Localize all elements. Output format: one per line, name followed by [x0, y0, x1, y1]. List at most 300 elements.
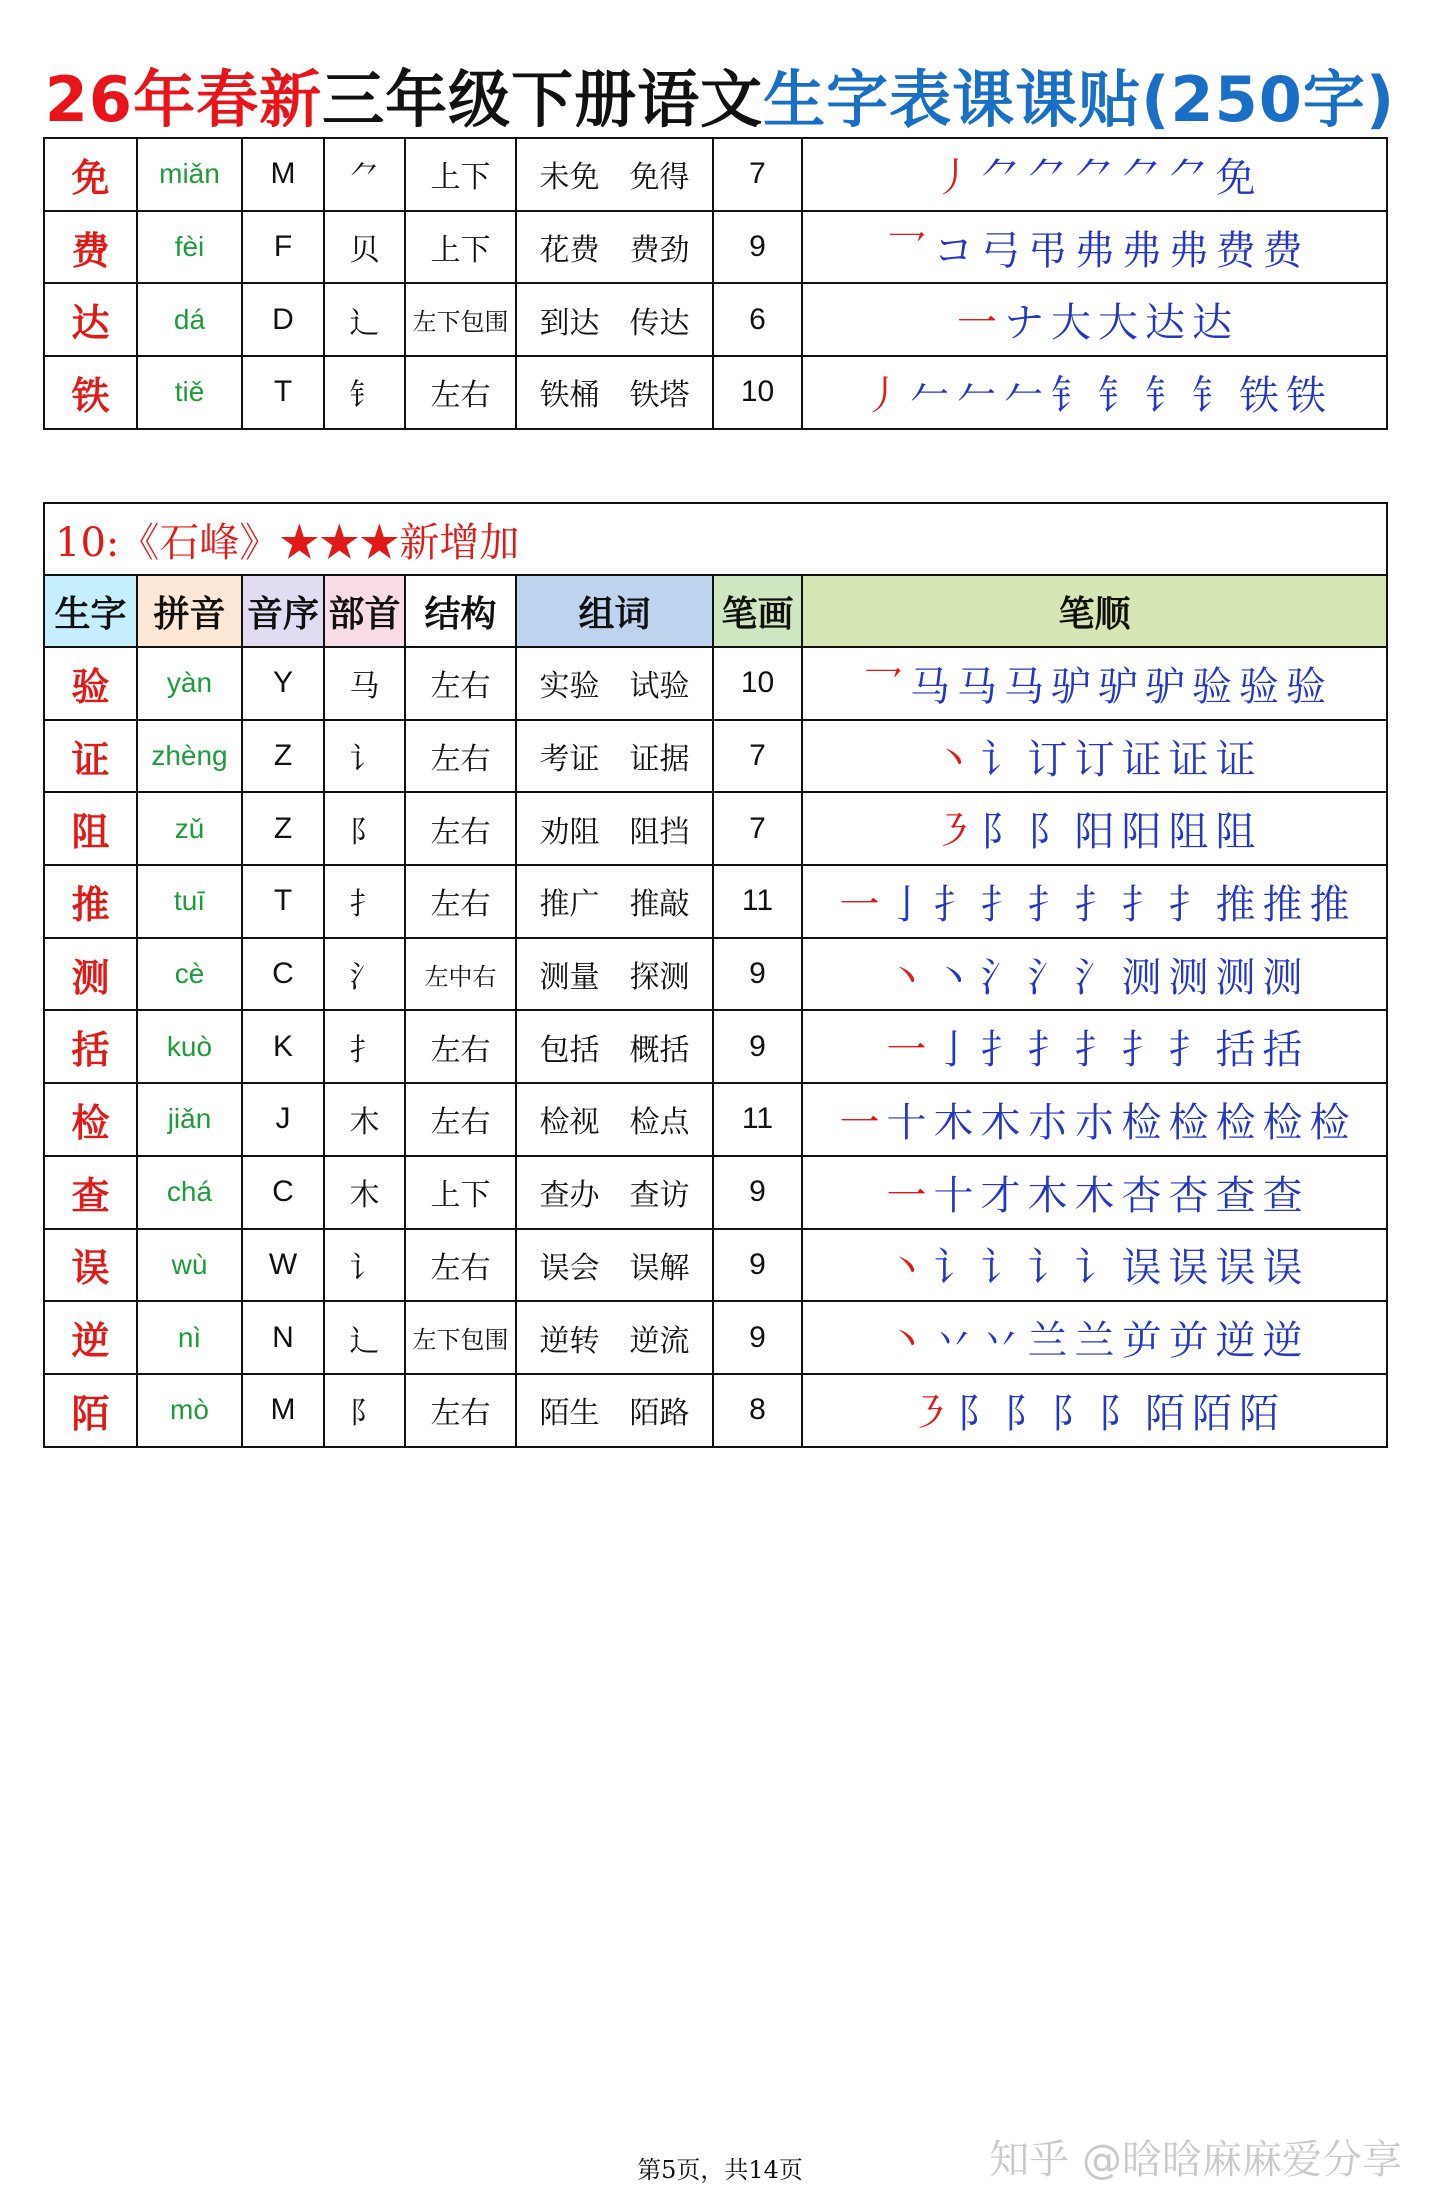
char-cell: 铁: [44, 356, 137, 429]
stroke-step: ⺈: [1168, 154, 1209, 201]
stroke-step: 推: [1309, 881, 1350, 928]
stroke-step: 十: [933, 1172, 974, 1219]
radical-cell: 贝: [324, 211, 405, 284]
stroke-step: 讠: [980, 1245, 1021, 1292]
structure-cell: 左右: [405, 1010, 516, 1083]
stroke-step: 马: [1004, 663, 1044, 710]
header-cell: 组词: [516, 575, 713, 647]
header-cell: 笔顺: [802, 575, 1387, 647]
stroke-step: 阻: [1215, 809, 1256, 856]
radical-cell: 马: [324, 647, 405, 720]
word: 铁桶: [539, 378, 600, 414]
stroke-step: 陌: [1145, 1390, 1185, 1437]
stroke-step: 氵: [1074, 954, 1115, 1001]
stroke-step: 一: [839, 1099, 880, 1146]
stroke-step: 木: [1074, 1172, 1115, 1219]
stroke-step: 乛: [886, 227, 927, 274]
stroke-step: 木: [933, 1099, 974, 1146]
word: 误会: [539, 1250, 600, 1286]
char-cell: 检: [44, 1083, 137, 1156]
stroke-order-cell: [802, 356, 1387, 429]
stroke-count-cell: 11: [713, 1083, 802, 1156]
stroke-count-cell: 9: [713, 1156, 802, 1229]
letter-cell: T: [242, 356, 324, 429]
stroke-step: 讠: [1074, 1245, 1115, 1292]
table-row: [44, 356, 1387, 429]
pinyin-cell: kuò: [137, 1010, 242, 1083]
word: 包括: [539, 1032, 600, 1068]
stroke-step: 一: [839, 881, 880, 928]
header-cell: 生字: [44, 575, 137, 647]
stroke-step: 订: [1027, 736, 1068, 783]
table-row: [44, 720, 1387, 793]
stroke-step: 丶: [886, 1245, 927, 1292]
stroke-count-cell: 9: [713, 938, 802, 1011]
radical-cell: 扌: [324, 865, 405, 938]
stroke-count-cell: 9: [713, 211, 802, 284]
stroke-step: 阳: [1121, 809, 1162, 856]
structure-cell: 左右: [405, 1374, 516, 1447]
stroke-step: 丿: [863, 372, 903, 419]
stroke-step: 讠: [1027, 1245, 1068, 1292]
radical-cell: ⺈: [324, 138, 405, 211]
stroke-order-cell: [802, 865, 1387, 938]
structure-cell: 上下: [405, 1156, 516, 1229]
radical-cell: 扌: [324, 1010, 405, 1083]
table-row: [44, 1156, 1387, 1229]
pinyin-cell: yàn: [137, 647, 242, 720]
stroke-order-cell: [802, 792, 1387, 865]
stroke-step: 扌: [1074, 881, 1115, 928]
char-cell: 费: [44, 211, 137, 284]
char-cell: 误: [44, 1229, 137, 1302]
letter-cell: C: [242, 1156, 324, 1229]
lesson-heading: 10:《石峰》★★★新增加: [44, 503, 1387, 575]
pinyin-cell: miǎn: [137, 138, 242, 211]
stroke-step: 驴: [1145, 663, 1185, 710]
pinyin-cell: chá: [137, 1156, 242, 1229]
words-cell: [516, 1010, 713, 1083]
stroke-step: 扌: [1027, 1027, 1068, 1074]
stroke-step: 弗: [1074, 227, 1115, 274]
word: 实验: [539, 669, 600, 705]
pinyin-cell: nì: [137, 1301, 242, 1374]
stroke-step: 证: [1121, 736, 1162, 783]
watermark: 知乎 @晗晗麻麻爱分享: [989, 2137, 1402, 2183]
stroke-step: 氵: [980, 954, 1021, 1001]
table-row: [44, 138, 1387, 211]
stroke-step: 丷: [980, 1318, 1021, 1365]
stroke-step: 误: [1168, 1245, 1209, 1292]
stroke-step: 达: [1145, 300, 1185, 347]
stroke-step: 屰: [1168, 1318, 1209, 1365]
stroke-step: ⺈: [1074, 154, 1115, 201]
words-cell: [516, 792, 713, 865]
words-cell: [516, 720, 713, 793]
stroke-step: 丶: [933, 736, 974, 783]
char-cell: 括: [44, 1010, 137, 1083]
stroke-step: 推: [1215, 881, 1256, 928]
word: 逆流: [629, 1323, 690, 1359]
structure-cell: 左右: [405, 792, 516, 865]
stroke-step: 扌: [1168, 881, 1209, 928]
stroke-step: 阝: [1051, 1390, 1091, 1437]
stroke-order-cell: [802, 720, 1387, 793]
stroke-step: 扌: [1121, 1027, 1162, 1074]
header-cell: 结构: [405, 575, 516, 647]
stroke-step: 扌: [1074, 1027, 1115, 1074]
stroke-step: ナ: [1004, 300, 1044, 347]
stroke-step: 弗: [1168, 227, 1209, 274]
stroke-step: 测: [1168, 954, 1209, 1001]
pinyin-cell: wù: [137, 1229, 242, 1302]
stroke-step: 兰: [1027, 1318, 1068, 1365]
stroke-step: 杏: [1121, 1172, 1162, 1219]
stroke-step: 大: [1051, 300, 1091, 347]
word: 测量: [539, 960, 600, 996]
table-row: [44, 283, 1387, 356]
stroke-step: 大: [1098, 300, 1138, 347]
structure-cell: 上下: [405, 211, 516, 284]
stroke-step: ⺈: [1121, 154, 1162, 201]
words-cell: [516, 138, 713, 211]
stroke-step: 马: [957, 663, 997, 710]
stroke-step: 亅: [933, 1027, 974, 1074]
radical-cell: 讠: [324, 720, 405, 793]
word: 查办: [539, 1178, 600, 1214]
word: 推广: [539, 887, 600, 923]
page-number: 第5页，共14页: [637, 2156, 803, 2184]
stroke-step: 扌: [980, 1027, 1021, 1074]
stroke-step: 一: [957, 300, 997, 347]
stroke-step: 十: [886, 1099, 927, 1146]
pinyin-cell: cè: [137, 938, 242, 1011]
stroke-step: 钅: [1098, 372, 1138, 419]
word: 探测: [629, 960, 690, 996]
radical-cell: 讠: [324, 1229, 405, 1302]
word: 铁塔: [629, 378, 690, 414]
character-table-2: [43, 502, 1388, 1448]
structure-cell: 上下: [405, 138, 516, 211]
stroke-step: 马: [910, 663, 950, 710]
stroke-order-cell: [802, 1010, 1387, 1083]
stroke-step: 阝: [1004, 1390, 1044, 1437]
stroke-step: 弓: [980, 227, 1021, 274]
stroke-order-cell: [802, 1156, 1387, 1229]
radical-cell: 木: [324, 1083, 405, 1156]
title-part-1: 26年春新: [44, 63, 323, 136]
stroke-order-cell: [802, 1229, 1387, 1302]
stroke-step: 丶: [886, 954, 927, 1001]
stroke-step: 亅: [886, 881, 927, 928]
stroke-step: 达: [1192, 300, 1232, 347]
word: 概括: [629, 1032, 690, 1068]
stroke-step: 氵: [1027, 954, 1068, 1001]
stroke-step: 扌: [1027, 881, 1068, 928]
letter-cell: T: [242, 865, 324, 938]
letter-cell: Y: [242, 647, 324, 720]
stroke-step: 钅: [1145, 372, 1185, 419]
stroke-step: 验: [1239, 663, 1279, 710]
pinyin-cell: fèi: [137, 211, 242, 284]
stroke-step: 检: [1121, 1099, 1162, 1146]
stroke-step: 陌: [1239, 1390, 1279, 1437]
stroke-step: 扌: [980, 881, 1021, 928]
stroke-step: 阝: [957, 1390, 997, 1437]
stroke-step: 丷: [933, 1318, 974, 1365]
stroke-count-cell: 10: [713, 647, 802, 720]
stroke-step: 误: [1215, 1245, 1256, 1292]
header-row: [44, 575, 1387, 647]
letter-cell: W: [242, 1229, 324, 1302]
title-part-2: 三年级下册语文: [322, 63, 764, 136]
stroke-step: 丶: [933, 954, 974, 1001]
char-cell: 陌: [44, 1374, 137, 1447]
table-row: [44, 792, 1387, 865]
stroke-step: 推: [1262, 881, 1303, 928]
stroke-order-cell: [802, 1301, 1387, 1374]
stroke-step: 乛: [863, 663, 903, 710]
letter-cell: Z: [242, 720, 324, 793]
stroke-step: 驴: [1051, 663, 1091, 710]
table-row: [44, 1010, 1387, 1083]
pinyin-cell: dá: [137, 283, 242, 356]
letter-cell: F: [242, 211, 324, 284]
letter-cell: J: [242, 1083, 324, 1156]
word: 推敲: [629, 887, 690, 923]
letter-cell: M: [242, 1374, 324, 1447]
radical-cell: 辶: [324, 1301, 405, 1374]
stroke-step: 检: [1168, 1099, 1209, 1146]
stroke-step: 朩: [1027, 1099, 1068, 1146]
char-cell: 查: [44, 1156, 137, 1229]
word: 未免: [539, 160, 600, 196]
character-table-1: [43, 137, 1388, 430]
stroke-step: コ: [933, 227, 974, 274]
stroke-count-cell: 11: [713, 865, 802, 938]
structure-cell: 左中右: [405, 938, 516, 1011]
structure-cell: 左右: [405, 647, 516, 720]
stroke-order-cell: [802, 1374, 1387, 1447]
structure-cell: 左右: [405, 1083, 516, 1156]
letter-cell: K: [242, 1010, 324, 1083]
stroke-step: 讠: [933, 1245, 974, 1292]
table-row: [44, 1229, 1387, 1302]
word: 免得: [629, 160, 690, 196]
words-cell: [516, 1156, 713, 1229]
words-cell: [516, 865, 713, 938]
stroke-step: 查: [1215, 1172, 1256, 1219]
stroke-order-cell: [802, 647, 1387, 720]
stroke-step: 丿: [933, 154, 974, 201]
stroke-step: 钅: [1192, 372, 1232, 419]
stroke-order-cell: [802, 938, 1387, 1011]
word: 传达: [629, 305, 690, 341]
stroke-count-cell: 10: [713, 356, 802, 429]
word: 陌生: [539, 1396, 600, 1432]
letter-cell: C: [242, 938, 324, 1011]
stroke-step: 测: [1215, 954, 1256, 1001]
pinyin-cell: jiǎn: [137, 1083, 242, 1156]
word: 花费: [539, 233, 600, 269]
stroke-step: 误: [1262, 1245, 1303, 1292]
word: 劝阻: [539, 814, 600, 850]
stroke-step: ⺈: [980, 154, 1021, 201]
stroke-step: 木: [1027, 1172, 1068, 1219]
stroke-step: ㇋: [910, 1390, 950, 1437]
stroke-step: 弗: [1121, 227, 1162, 274]
stroke-count-cell: 8: [713, 1374, 802, 1447]
stroke-step: 讠: [980, 736, 1021, 783]
word: 试验: [629, 669, 690, 705]
stroke-count-cell: 7: [713, 792, 802, 865]
stroke-step: 铁: [1286, 372, 1326, 419]
words-cell: [516, 283, 713, 356]
stroke-step: 兰: [1074, 1318, 1115, 1365]
char-cell: 验: [44, 647, 137, 720]
structure-cell: 左右: [405, 865, 516, 938]
stroke-step: 订: [1074, 736, 1115, 783]
radical-cell: 阝: [324, 1374, 405, 1447]
stroke-count-cell: 9: [713, 1229, 802, 1302]
pinyin-cell: tiě: [137, 356, 242, 429]
letter-cell: M: [242, 138, 324, 211]
letter-cell: N: [242, 1301, 324, 1374]
table-row: [44, 1374, 1387, 1447]
stroke-step: 屰: [1121, 1318, 1162, 1365]
char-cell: 测: [44, 938, 137, 1011]
stroke-step: 𠂉: [910, 372, 950, 419]
structure-cell: 左右: [405, 1229, 516, 1302]
word: 误解: [629, 1250, 690, 1286]
stroke-step: 阻: [1168, 809, 1209, 856]
stroke-step: 陌: [1192, 1390, 1232, 1437]
words-cell: [516, 1301, 713, 1374]
word: 检点: [629, 1105, 690, 1141]
header-cell: 拼音: [137, 575, 242, 647]
stroke-count-cell: 7: [713, 138, 802, 211]
stroke-step: ⺈: [1027, 154, 1068, 201]
word: 到达: [539, 305, 600, 341]
words-cell: [516, 211, 713, 284]
word: 证据: [629, 742, 690, 778]
stroke-step: 检: [1215, 1099, 1256, 1146]
title-part-3: 生字表课课贴(250字): [763, 63, 1396, 136]
stroke-step: 一: [886, 1172, 927, 1219]
table-row: [44, 938, 1387, 1011]
table-row: [44, 865, 1387, 938]
pinyin-cell: zhèng: [137, 720, 242, 793]
stroke-step: 测: [1121, 954, 1162, 1001]
letter-cell: Z: [242, 792, 324, 865]
stroke-step: 证: [1168, 736, 1209, 783]
word: 陌路: [629, 1396, 690, 1432]
char-cell: 免: [44, 138, 137, 211]
stroke-step: 铁: [1239, 372, 1279, 419]
pinyin-cell: mò: [137, 1374, 242, 1447]
words-cell: [516, 356, 713, 429]
stroke-step: 扌: [1168, 1027, 1209, 1074]
stroke-step: 驴: [1098, 663, 1138, 710]
radical-cell: 木: [324, 1156, 405, 1229]
stroke-step: 𠂉: [1004, 372, 1044, 419]
words-cell: [516, 1083, 713, 1156]
structure-cell: 左下包围: [405, 283, 516, 356]
stroke-count-cell: 9: [713, 1010, 802, 1083]
structure-cell: 左右: [405, 720, 516, 793]
stroke-step: 阝: [1098, 1390, 1138, 1437]
stroke-step: 免: [1215, 154, 1256, 201]
stroke-step: 验: [1286, 663, 1326, 710]
stroke-step: 杏: [1168, 1172, 1209, 1219]
words-cell: [516, 647, 713, 720]
table-row: [44, 647, 1387, 720]
words-cell: [516, 1374, 713, 1447]
stroke-step: 验: [1192, 663, 1232, 710]
word: 阻挡: [629, 814, 690, 850]
stroke-step: 扌: [1121, 881, 1162, 928]
stroke-step: 逆: [1215, 1318, 1256, 1365]
char-cell: 阻: [44, 792, 137, 865]
stroke-step: 费: [1262, 227, 1303, 274]
stroke-step: 弔: [1027, 227, 1068, 274]
stroke-step: 括: [1215, 1027, 1256, 1074]
stroke-order-cell: [802, 211, 1387, 284]
stroke-step: 括: [1262, 1027, 1303, 1074]
stroke-order-cell: [802, 283, 1387, 356]
stroke-step: 检: [1309, 1099, 1350, 1146]
word: 检视: [539, 1105, 600, 1141]
radical-cell: 辶: [324, 283, 405, 356]
radical-cell: 钅: [324, 356, 405, 429]
word: 查访: [629, 1178, 690, 1214]
stroke-count-cell: 7: [713, 720, 802, 793]
stroke-step: 扌: [933, 881, 974, 928]
stroke-step: 木: [980, 1099, 1021, 1146]
stroke-step: 证: [1215, 736, 1256, 783]
stroke-step: 才: [980, 1172, 1021, 1219]
stroke-step: 朩: [1074, 1099, 1115, 1146]
stroke-step: ㇋: [933, 809, 974, 856]
stroke-step: 检: [1262, 1099, 1303, 1146]
table-row: [44, 1083, 1387, 1156]
word: 逆转: [539, 1323, 600, 1359]
structure-cell: 左右: [405, 356, 516, 429]
stroke-step: 阳: [1074, 809, 1115, 856]
pinyin-cell: zǔ: [137, 792, 242, 865]
table-row: [44, 1301, 1387, 1374]
stroke-count-cell: 9: [713, 1301, 802, 1374]
stroke-step: 逆: [1262, 1318, 1303, 1365]
char-cell: 达: [44, 283, 137, 356]
header-cell: 音序: [242, 575, 324, 647]
stroke-step: 费: [1215, 227, 1256, 274]
stroke-step: 查: [1262, 1172, 1303, 1219]
word: 考证: [539, 742, 600, 778]
stroke-step: 一: [886, 1027, 927, 1074]
header-cell: 笔画: [713, 575, 802, 647]
stroke-step: 误: [1121, 1245, 1162, 1292]
stroke-step: 阝: [1027, 809, 1068, 856]
page-title: [0, 50, 1440, 139]
words-cell: [516, 1229, 713, 1302]
structure-cell: 左下包围: [405, 1301, 516, 1374]
table-row: [44, 211, 1387, 284]
stroke-step: 钅: [1051, 372, 1091, 419]
radical-cell: 阝: [324, 792, 405, 865]
header-cell: 部首: [324, 575, 405, 647]
stroke-count-cell: 6: [713, 283, 802, 356]
